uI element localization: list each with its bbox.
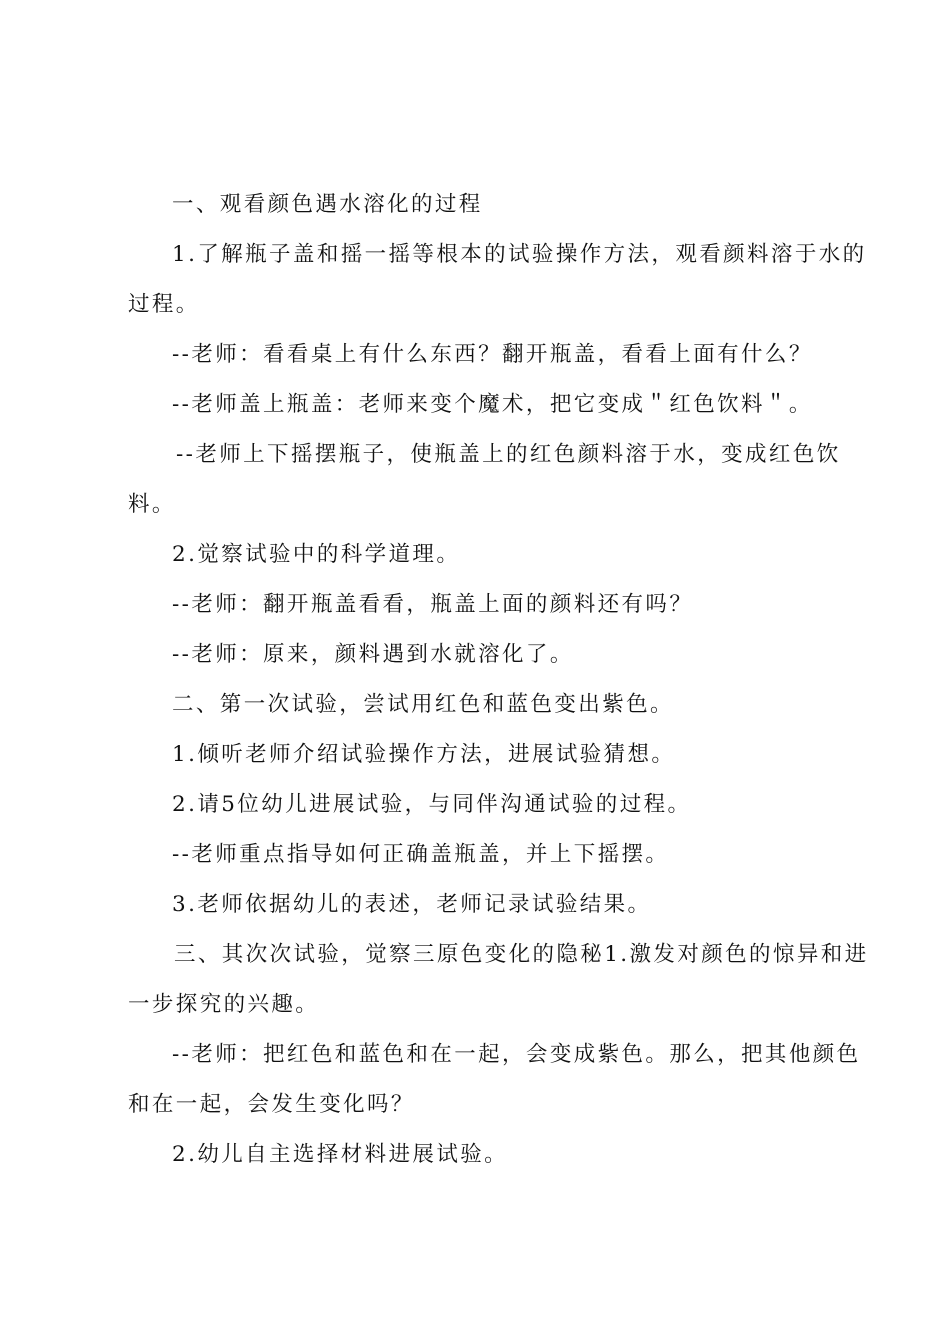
section-heading-3: 三、其次次试验，觉察三原色变化的隐秘1.激发对颜色的惊异和进: [174, 942, 869, 967]
paragraph-line: --老师：原来，颜料遇到水就溶化了。: [172, 642, 574, 667]
paragraph-line: --老师：看看桌上有什么东西？翻开瓶盖，看看上面有什么？: [172, 342, 813, 367]
paragraph-line: --老师上下摇摆瓶子，使瓶盖上的红色颜料溶于水，变成红色饮: [176, 442, 841, 467]
paragraph-line: 2.幼儿自主选择材料进展试验。: [172, 1142, 509, 1167]
paragraph-line: --老师盖上瓶盖：老师来变个魔术，把它变成＂红色饮料＂。: [172, 392, 813, 417]
paragraph-line: --老师重点指导如何正确盖瓶盖，并上下摇摆。: [172, 842, 670, 867]
paragraph-line: 一步探究的兴趣。: [128, 992, 320, 1017]
paragraph-line: --老师：翻开瓶盖看看，瓶盖上面的颜料还有吗？: [172, 592, 694, 617]
paragraph-line: 1.了解瓶子盖和摇一摇等根本的试验操作方法，观看颜料溶于水的: [172, 242, 867, 267]
paragraph-line: 2.觉察试验中的科学道理。: [172, 542, 461, 567]
paragraph-line: 和在一起，会发生变化吗？: [128, 1092, 415, 1117]
paragraph-line: 料。: [128, 492, 176, 517]
paragraph-line: 1.倾听老师介绍试验操作方法，进展试验猜想。: [172, 742, 676, 767]
paragraph-line: 2.请5位幼儿进展试验，与同伴沟通试验的过程。: [172, 792, 692, 817]
paragraph-line: --老师：把红色和蓝色和在一起，会变成紫色。那么，把其他颜色: [172, 1042, 861, 1067]
paragraph-line: 3.老师依据幼儿的表述，老师记录试验结果。: [172, 892, 652, 917]
section-heading-1: 一、观看颜色遇水溶化的过程: [172, 192, 483, 217]
section-heading-2: 二、第一次试验，尝试用红色和蓝色变出紫色。: [172, 692, 674, 717]
paragraph-line: 过程。: [128, 292, 200, 317]
